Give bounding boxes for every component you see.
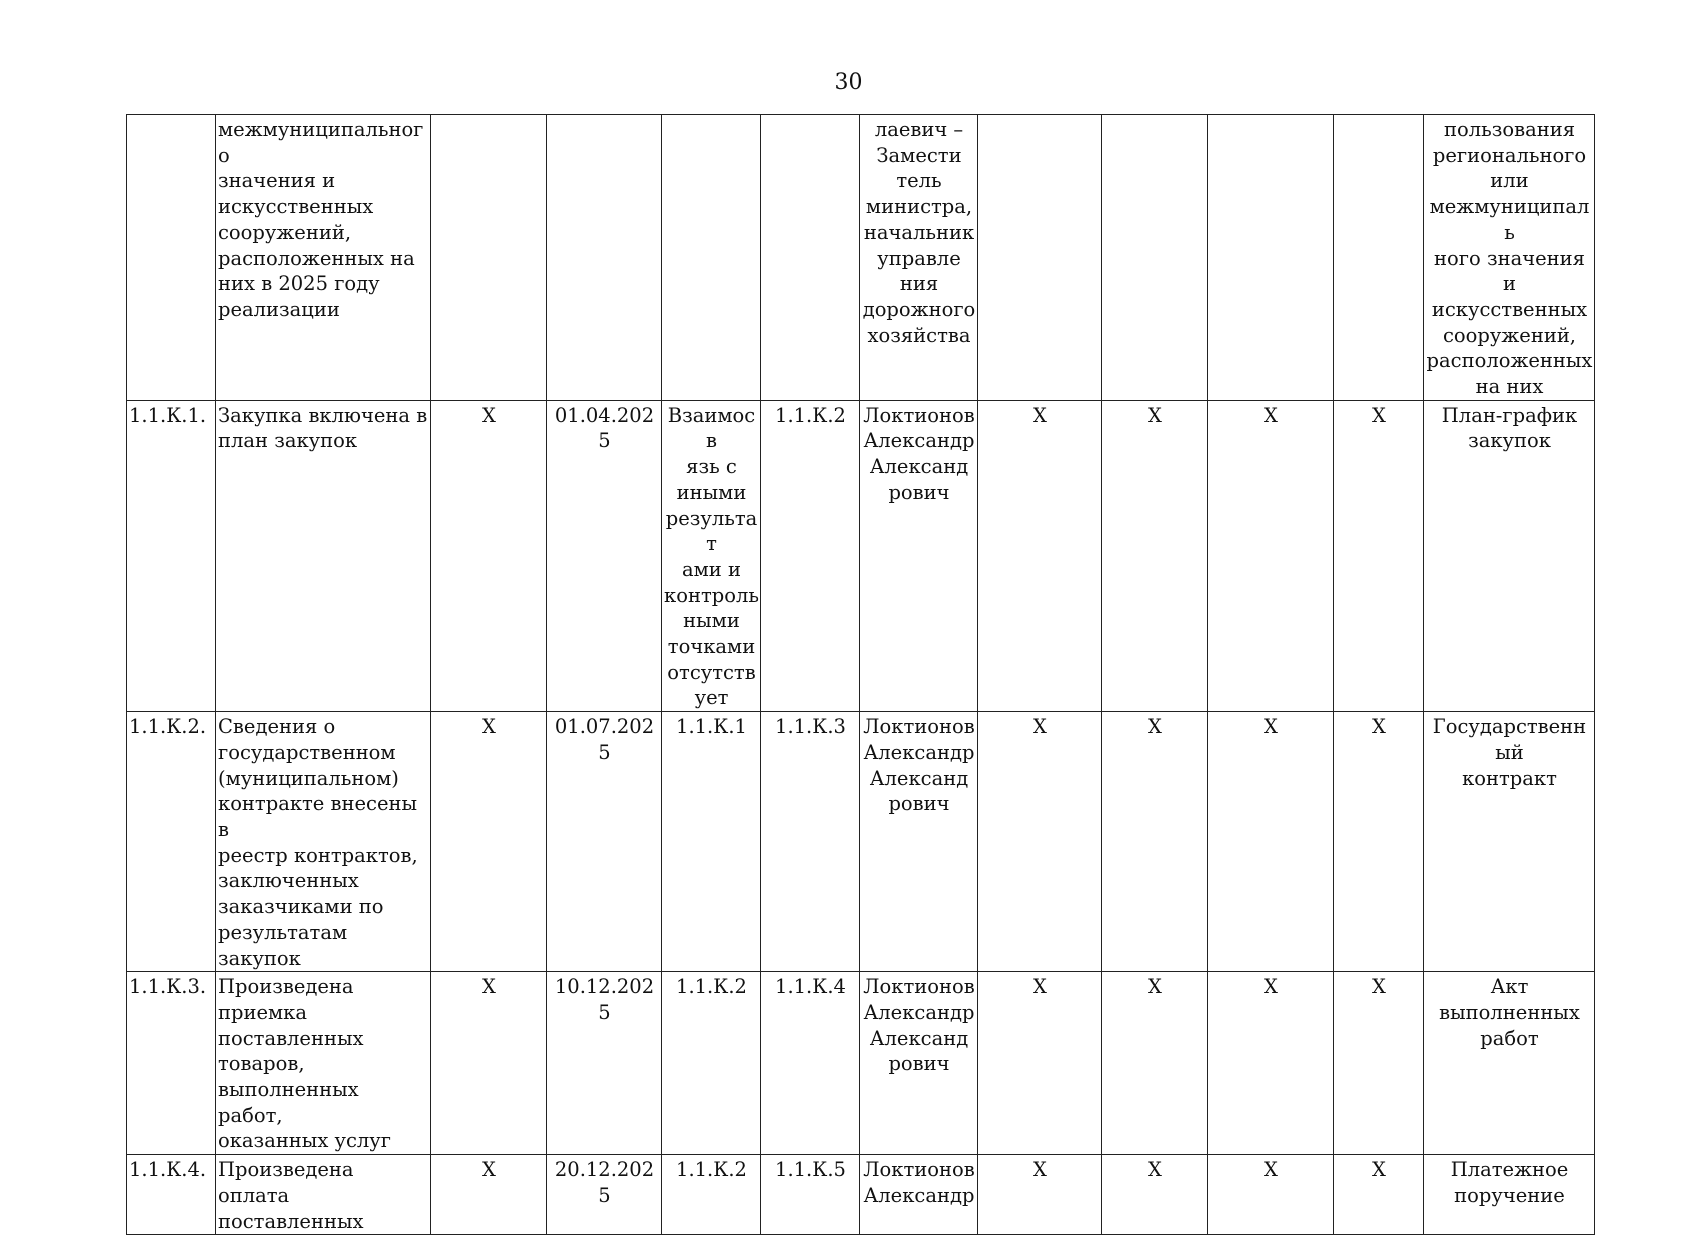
row-number-cell <box>127 115 216 401</box>
row-number-cell: 1.1.К.1. <box>127 400 216 711</box>
indicator-cell: Х <box>1102 972 1208 1155</box>
date-cell: 01.07.2025 <box>547 712 662 972</box>
document-type-cell: Платежное поручение <box>1424 1155 1595 1235</box>
successor-cell: 1.1.К.3 <box>761 712 860 972</box>
table-row <box>127 972 1595 1155</box>
document-type-cell: пользования регионального или межмуниципаль ного значения и искусственных сооружений, расположенных на них <box>1424 115 1595 401</box>
responsible-cell: Локтионов Александр Александ рович <box>860 712 978 972</box>
indicator-cell: Х <box>1208 712 1334 972</box>
base-value-cell: Х <box>431 972 547 1155</box>
result-name-cell: Произведена приемка поставленных товаров, выполненных работ, оказанных услуг <box>216 972 431 1155</box>
base-value-cell: Х <box>431 1155 547 1235</box>
predecessor-cell: Взаимосв язь с иными результат ами и контроль ными точками отсутств ует <box>662 400 761 711</box>
indicator-cell: Х <box>978 972 1102 1155</box>
base-value-cell: Х <box>431 400 547 711</box>
indicator-cell: Х <box>978 712 1102 972</box>
result-name-cell: Произведена оплата поставленных <box>216 1155 431 1235</box>
table-row <box>127 400 1595 711</box>
result-name-cell: Закупка включена в план закупок <box>216 400 431 711</box>
indicator-cell: Х <box>1102 712 1208 972</box>
predecessor-cell: 1.1.К.2 <box>662 972 761 1155</box>
successor-cell: 1.1.К.2 <box>761 400 860 711</box>
document-type-cell: План-график закупок <box>1424 400 1595 711</box>
indicator-cell: Х <box>1208 1155 1334 1235</box>
result-name-cell: Сведения о государственном (муниципальном) контракте внесены в реестр контрактов, заключенных заказчиками по результатам закупок <box>216 712 431 972</box>
responsible-cell: Локтионов Александр <box>860 1155 978 1235</box>
indicator-cell: Х <box>1334 1155 1424 1235</box>
row-number-cell: 1.1.К.3. <box>127 972 216 1155</box>
indicator-cell: Х <box>1208 972 1334 1155</box>
successor-cell: 1.1.К.5 <box>761 1155 860 1235</box>
predecessor-cell <box>662 115 761 401</box>
indicator-cell: Х <box>1102 400 1208 711</box>
document-type-cell: Государственный контракт <box>1424 712 1595 972</box>
indicator-cell <box>978 115 1102 401</box>
table-body <box>127 115 1595 1235</box>
date-cell: 10.12.2025 <box>547 972 662 1155</box>
responsible-cell: Локтионов Александр Александ рович <box>860 972 978 1155</box>
page-number: 30 <box>834 70 863 95</box>
table-row <box>127 712 1595 972</box>
indicator-cell <box>1334 115 1424 401</box>
indicator-cell: Х <box>1208 400 1334 711</box>
table-row <box>127 115 1595 401</box>
result-name-cell: межмуниципального значения и искусственных сооружений, расположенных на них в 2025 году реализации <box>216 115 431 401</box>
predecessor-cell: 1.1.К.1 <box>662 712 761 972</box>
row-number-cell: 1.1.К.2. <box>127 712 216 972</box>
date-cell: 01.04.2025 <box>547 400 662 711</box>
base-value-cell: Х <box>431 712 547 972</box>
indicator-cell: Х <box>1334 712 1424 972</box>
indicator-cell: Х <box>1334 972 1424 1155</box>
date-cell: 20.12.2025 <box>547 1155 662 1235</box>
document-type-cell: Акт выполненных работ <box>1424 972 1595 1155</box>
responsible-cell: Локтионов Александр Александ рович <box>860 400 978 711</box>
indicator-cell: Х <box>1334 400 1424 711</box>
successor-cell <box>761 115 860 401</box>
indicator-cell: Х <box>978 1155 1102 1235</box>
results-table <box>126 114 1595 1235</box>
responsible-cell: лаевич – Замести тель министра, начальник управле ния дорожного хозяйства <box>860 115 978 401</box>
table-row <box>127 1155 1595 1235</box>
indicator-cell <box>1102 115 1208 401</box>
date-cell <box>547 115 662 401</box>
successor-cell: 1.1.К.4 <box>761 972 860 1155</box>
indicator-cell: Х <box>1102 1155 1208 1235</box>
indicator-cell: Х <box>978 400 1102 711</box>
base-value-cell <box>431 115 547 401</box>
indicator-cell <box>1208 115 1334 401</box>
row-number-cell: 1.1.К.4. <box>127 1155 216 1235</box>
predecessor-cell: 1.1.К.2 <box>662 1155 761 1235</box>
